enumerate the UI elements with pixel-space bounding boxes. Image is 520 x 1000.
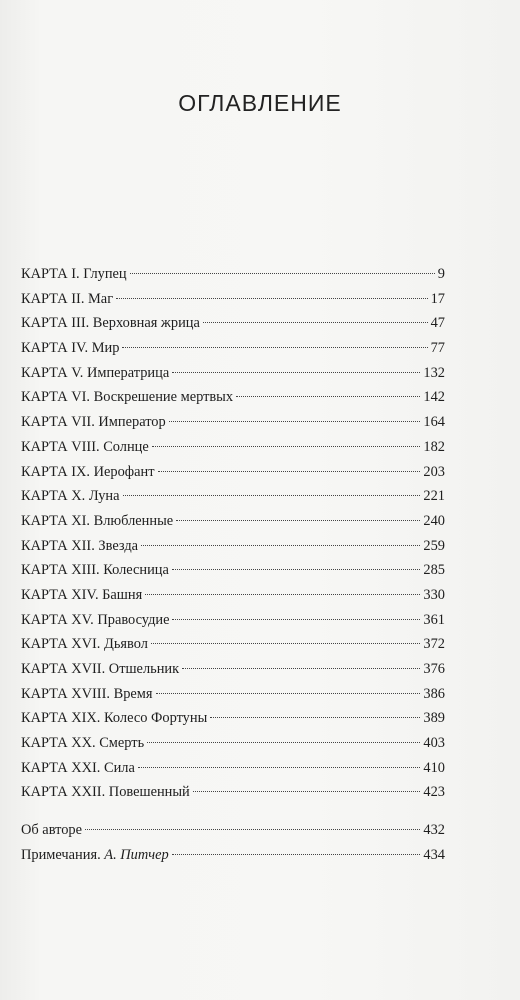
toc-entry-card-12 bbox=[21, 534, 445, 559]
toc-entry-label: КАРТА XX. Смерть bbox=[21, 735, 145, 752]
toc-entry-card-15 bbox=[21, 608, 445, 633]
dot-leader bbox=[182, 668, 420, 669]
dot-leader bbox=[172, 569, 421, 570]
toc-entry-card-4 bbox=[21, 336, 445, 361]
toc-entry-page: 386 bbox=[423, 685, 445, 702]
toc-entry-about-author bbox=[21, 818, 445, 843]
toc-entry-card-22 bbox=[21, 780, 445, 805]
toc-entry-card-6 bbox=[21, 385, 445, 410]
toc-entry-card-10 bbox=[21, 484, 445, 509]
notes-author: А. Питчер bbox=[104, 846, 169, 863]
toc-entry-page: 410 bbox=[423, 759, 445, 776]
toc-entry-label: КАРТА III. Верховная жрица bbox=[21, 315, 200, 332]
toc-entry-page: 403 bbox=[423, 735, 445, 752]
toc-entry-page: 164 bbox=[423, 414, 445, 431]
dot-leader bbox=[147, 742, 420, 743]
toc-entry-label: КАРТА VI. Воскрешение мертвых bbox=[21, 389, 234, 406]
section-gap bbox=[21, 805, 445, 818]
dot-leader bbox=[151, 643, 421, 644]
toc-entry-page: 376 bbox=[423, 661, 445, 677]
toc-entry-page: 221 bbox=[423, 488, 445, 505]
dot-leader bbox=[176, 520, 420, 521]
dot-leader bbox=[85, 829, 420, 830]
dot-leader bbox=[116, 298, 428, 299]
toc-entry-label: КАРТА XXII. Повешенный bbox=[21, 784, 190, 801]
toc-entry-page: 9 bbox=[437, 266, 445, 282]
toc-entry-card-5 bbox=[21, 361, 445, 386]
toc-entry-label: КАРТА X. Луна bbox=[21, 488, 120, 505]
toc-entry-label: КАРТА XI. Влюбленные bbox=[21, 512, 174, 529]
dot-leader bbox=[158, 471, 421, 472]
toc-entry-page: 240 bbox=[423, 512, 445, 529]
dot-leader bbox=[172, 854, 421, 855]
dot-leader bbox=[138, 767, 421, 768]
toc-entry-label: КАРТА VII. Император bbox=[21, 414, 166, 431]
toc-entry-page: 142 bbox=[423, 389, 445, 406]
toc-entry-label: Об авторе bbox=[21, 822, 83, 839]
toc-entry-label: КАРТА IX. Иерофант bbox=[21, 463, 155, 480]
dot-leader bbox=[172, 619, 420, 620]
toc-entry-card-21 bbox=[21, 756, 445, 781]
toc-entry-page: 77 bbox=[430, 340, 445, 357]
dot-leader bbox=[193, 791, 421, 792]
toc-entry-label: КАРТА IV. Мир bbox=[21, 340, 120, 357]
toc-entry-page: 285 bbox=[423, 562, 445, 579]
dot-leader bbox=[122, 347, 427, 348]
toc-entry-card-1 bbox=[21, 262, 445, 287]
toc-entry-card-8 bbox=[21, 435, 445, 460]
toc-entry-label: КАРТА XV. Правосудие bbox=[21, 611, 170, 628]
toc-entry-card-9 bbox=[21, 460, 445, 485]
dot-leader bbox=[123, 495, 421, 496]
toc-entry-label: КАРТА VIII. Солнце bbox=[21, 438, 149, 455]
toc-entry-page: 17 bbox=[430, 290, 445, 307]
toc-entry-page: 47 bbox=[430, 315, 445, 332]
toc-entry-card-19 bbox=[21, 706, 445, 731]
toc-entry-page: 389 bbox=[423, 710, 445, 727]
toc-entry-label: КАРТА XIX. Колесо Фортуны bbox=[21, 710, 208, 727]
toc-entry-page: 330 bbox=[423, 586, 445, 603]
toc-entry-card-3 bbox=[21, 311, 445, 336]
toc-entry-card-7 bbox=[21, 410, 445, 435]
toc-entry-card-2 bbox=[21, 287, 445, 312]
toc-entry-card-13 bbox=[21, 558, 445, 583]
toc-entry-page: 259 bbox=[423, 537, 445, 554]
toc-entry-label: КАРТА XIV. Башня bbox=[21, 586, 143, 603]
toc-entry-card-17 bbox=[21, 657, 445, 682]
dot-leader bbox=[145, 594, 420, 595]
table-of-contents bbox=[21, 262, 445, 868]
dot-leader bbox=[210, 717, 420, 718]
toc-entry-card-14 bbox=[21, 583, 445, 608]
toc-entry-label: КАРТА XII. Звезда bbox=[21, 537, 139, 554]
dot-leader bbox=[172, 372, 420, 373]
toc-entry-notes bbox=[21, 843, 445, 868]
toc-entry-page: 432 bbox=[423, 822, 445, 839]
toc-entry-page: 372 bbox=[423, 636, 445, 653]
dot-leader bbox=[141, 545, 420, 546]
toc-entry-page: 423 bbox=[423, 784, 445, 801]
toc-entry-page: 434 bbox=[423, 846, 445, 863]
toc-entry-card-16 bbox=[21, 632, 445, 657]
notes-label: Примечания. bbox=[21, 846, 101, 863]
toc-entry-label bbox=[21, 843, 169, 868]
toc-entry-page: 132 bbox=[423, 364, 445, 381]
toc-entry-page: 203 bbox=[423, 463, 445, 480]
toc-entry-label: КАРТА XIII. Колесница bbox=[21, 562, 169, 579]
dot-leader bbox=[152, 446, 421, 447]
toc-entry-label: КАРТА XVIII. Время bbox=[21, 685, 153, 702]
toc-entry-label: КАРТА XXI. Сила bbox=[21, 759, 135, 776]
dot-leader bbox=[169, 421, 421, 422]
toc-entry-card-20 bbox=[21, 731, 445, 756]
toc-entry-label: КАРТА XVI. Дьявол bbox=[21, 636, 148, 653]
dot-leader bbox=[203, 322, 428, 323]
toc-entry-label: КАРТА V. Императрица bbox=[21, 364, 170, 381]
toc-entry-card-11 bbox=[21, 509, 445, 534]
toc-entry-card-18 bbox=[21, 682, 445, 707]
toc-entry-label: КАРТА I. Глупец bbox=[21, 266, 127, 282]
toc-entry-page: 182 bbox=[423, 438, 445, 455]
page-title: ОГЛАВЛЕНИЕ bbox=[178, 90, 342, 116]
dot-leader bbox=[236, 396, 420, 397]
dot-leader bbox=[130, 273, 435, 274]
toc-entry-label: КАРТА XVII. Отшельник bbox=[21, 661, 180, 677]
dot-leader bbox=[156, 693, 421, 694]
toc-entry-page: 361 bbox=[423, 611, 445, 628]
toc-entry-label: КАРТА II. Маг bbox=[21, 290, 114, 307]
